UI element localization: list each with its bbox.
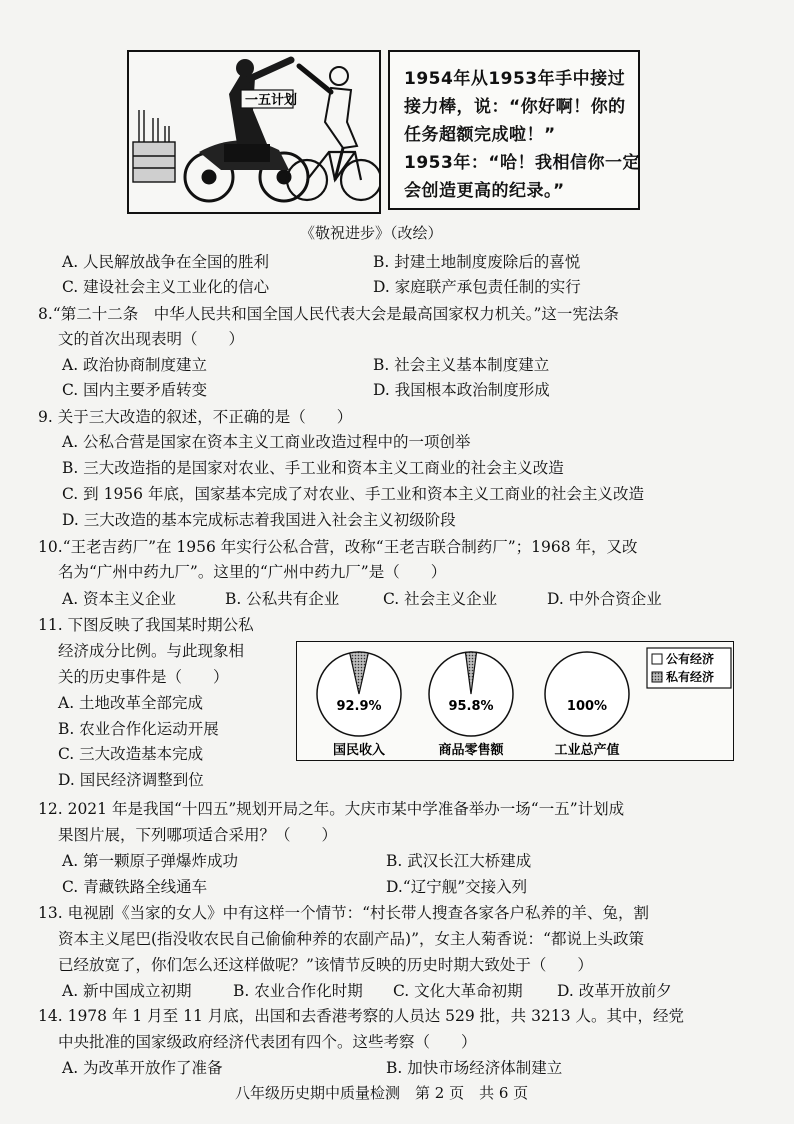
q12-option-c: C. 青藏铁路全线通车	[62, 878, 208, 896]
q10-option-b: B. 公私共有企业	[225, 590, 340, 608]
q13-stem-line-1: 13. 电视剧《当家的女人》中有这样一个情节：“村长带人搜查各家各户私养的羊、兔，割	[38, 904, 650, 922]
q12-stem-line-2: 果图片展，下列哪项适合采用？（ ）	[58, 826, 338, 844]
q10-option-a: A. 资本主义企业	[62, 590, 177, 608]
pie-1-category-label: 国民收入	[332, 743, 386, 758]
q10-stem-line-2: 名为“广州中药九厂”。这里的“广州中药九厂”是（ ）	[58, 563, 447, 581]
legend-swatch-1	[652, 654, 662, 664]
q10-stem-line-1: 10.“王老吉药厂”在 1956 年实行公私合营，改称“王老吉联合制药厂”；1968 年，又改	[38, 538, 638, 556]
q8-option-d: D. 我国根本政治制度形成	[373, 381, 550, 399]
pie-2-value-label: 95.8%	[448, 699, 494, 714]
legend-label-2: 私有经济	[666, 670, 715, 684]
q8-option-a: A. 政治协商制度建立	[62, 356, 208, 374]
cartoon-caption: 《敬祝进步》（改绘）	[300, 224, 443, 242]
q9-option-a: A. 公私合营是国家在资本主义工商业改造过程中的一项创举	[62, 433, 471, 451]
pie-3-public-slice	[545, 652, 629, 736]
q13-option-a: A. 新中国成立初期	[62, 982, 192, 1000]
speech-line-4: 1953年：“哈！我相信你一定	[404, 153, 640, 173]
pie-chart-canvas	[297, 642, 733, 760]
q9-stem: 9. 关于三大改造的叙述，不正确的是（ ）	[38, 408, 353, 426]
q12-option-b: B. 武汉长江大桥建成	[386, 852, 532, 870]
q8-stem-line-1: 8.“第二十二条 中华人民共和国全国人民代表大会是最高国家权力机关。”这一宪法条	[38, 305, 619, 323]
cartoon-illustration	[127, 50, 381, 214]
q10-option-c: C. 社会主义企业	[383, 590, 498, 608]
q7-option-d: D. 家庭联产承包责任制的实行	[373, 278, 581, 296]
q14-option-a: A. 为改革开放作了准备	[62, 1059, 223, 1077]
q9-option-d: D. 三大改造的基本完成标志着我国进入社会主义初级阶段	[62, 511, 456, 529]
pie-2-category-label: 商品零售额	[438, 743, 504, 758]
pie-3-value-label: 100%	[566, 699, 608, 714]
speech-line-2: 接力棒，说：“你好啊！你的	[404, 97, 626, 117]
q11-option-d: D. 国民经济调整到位	[58, 771, 204, 789]
q11-stem-line-3: 关的历史事件是（ ）	[58, 668, 229, 686]
cartoon-banner-label: 一五计划	[245, 93, 298, 108]
legend-label-1: 公有经济	[666, 652, 715, 666]
q11-stem-line-2: 经济成分比例。与此现象相	[58, 642, 245, 660]
speech-line-3: 任务超额完成啦！”	[404, 125, 556, 145]
cartoon-drawing	[129, 52, 379, 212]
pie-3-category-label: 工业总产值	[554, 743, 620, 758]
q13-option-c: C. 文化大革命初期	[393, 982, 523, 1000]
q8-option-b: B. 社会主义基本制度建立	[373, 356, 550, 374]
pie-1-value-label: 92.9%	[336, 699, 382, 714]
q9-option-b: B. 三大改造指的是国家对农业、手工业和资本主义工商业的社会主义改造	[62, 459, 564, 477]
q11-stem-line-1: 11. 下图反映了我国某时期公私	[38, 616, 254, 634]
speech-line-1: 1954年从1953年手中接过	[404, 69, 626, 89]
q11-option-b: B. 农业合作化运动开展	[58, 720, 219, 738]
speech-line-5: 会创造更高的纪录。”	[404, 181, 565, 201]
q13-option-d: D. 改革开放前夕	[557, 982, 672, 1000]
q11-option-c: C. 三大改造基本完成	[58, 745, 204, 763]
q8-option-c: C. 国内主要矛盾转变	[62, 381, 208, 399]
q12-option-d: D.“辽宁舰”交接入列	[386, 878, 528, 896]
q7-option-a: A. 人民解放战争在全国的胜利	[62, 253, 270, 271]
q7-option-c: C. 建设社会主义工业化的信心	[62, 278, 270, 296]
q12-stem-line-1: 12. 2021 年是我国“十四五”规划开局之年。大庆市某中学准备举办一场“一五”计划成	[38, 800, 625, 818]
q13-stem-line-3: 已经放宽了，你们怎么还这样做呢？”该情节反映的历史时期大致处于（ ）	[58, 956, 593, 974]
q14-stem-line-1: 14. 1978 年 1 月至 11 月底，出国和去香港考察的人员达 529 批，共 3213 人。其中，经党	[38, 1007, 684, 1025]
page-footer: 八年级历史期中质量检测 第 2 页 共 6 页	[235, 1084, 529, 1102]
economy-pie-chart	[296, 641, 734, 761]
q13-stem-line-2: 资本主义尾巴(指没收农民自己偷偷种养的农副产品)”，女主人菊香说：“都说上头政策	[58, 930, 644, 948]
q10-option-d: D. 中外合资企业	[547, 590, 662, 608]
q14-stem-line-2: 中央批准的国家级政府经济代表团有四个。这些考察（ ）	[58, 1033, 477, 1051]
q13-option-b: B. 农业合作化时期	[233, 982, 363, 1000]
q14-option-b: B. 加快市场经济体制建立	[386, 1059, 563, 1077]
legend-swatch-2	[652, 672, 662, 682]
q9-option-c: C. 到 1956 年底，国家基本完成了对农业、手工业和资本主义工商业的社会主义改造	[62, 485, 644, 503]
q7-option-b: B. 封建土地制度废除后的喜悦	[373, 253, 581, 271]
cartoon-speech-box	[388, 50, 640, 210]
q11-option-a: A. 土地改革全部完成	[58, 694, 204, 712]
q12-option-a: A. 第一颗原子弹爆炸成功	[62, 852, 239, 870]
q8-stem-line-2: 文的首次出现表明（ ）	[58, 330, 245, 348]
